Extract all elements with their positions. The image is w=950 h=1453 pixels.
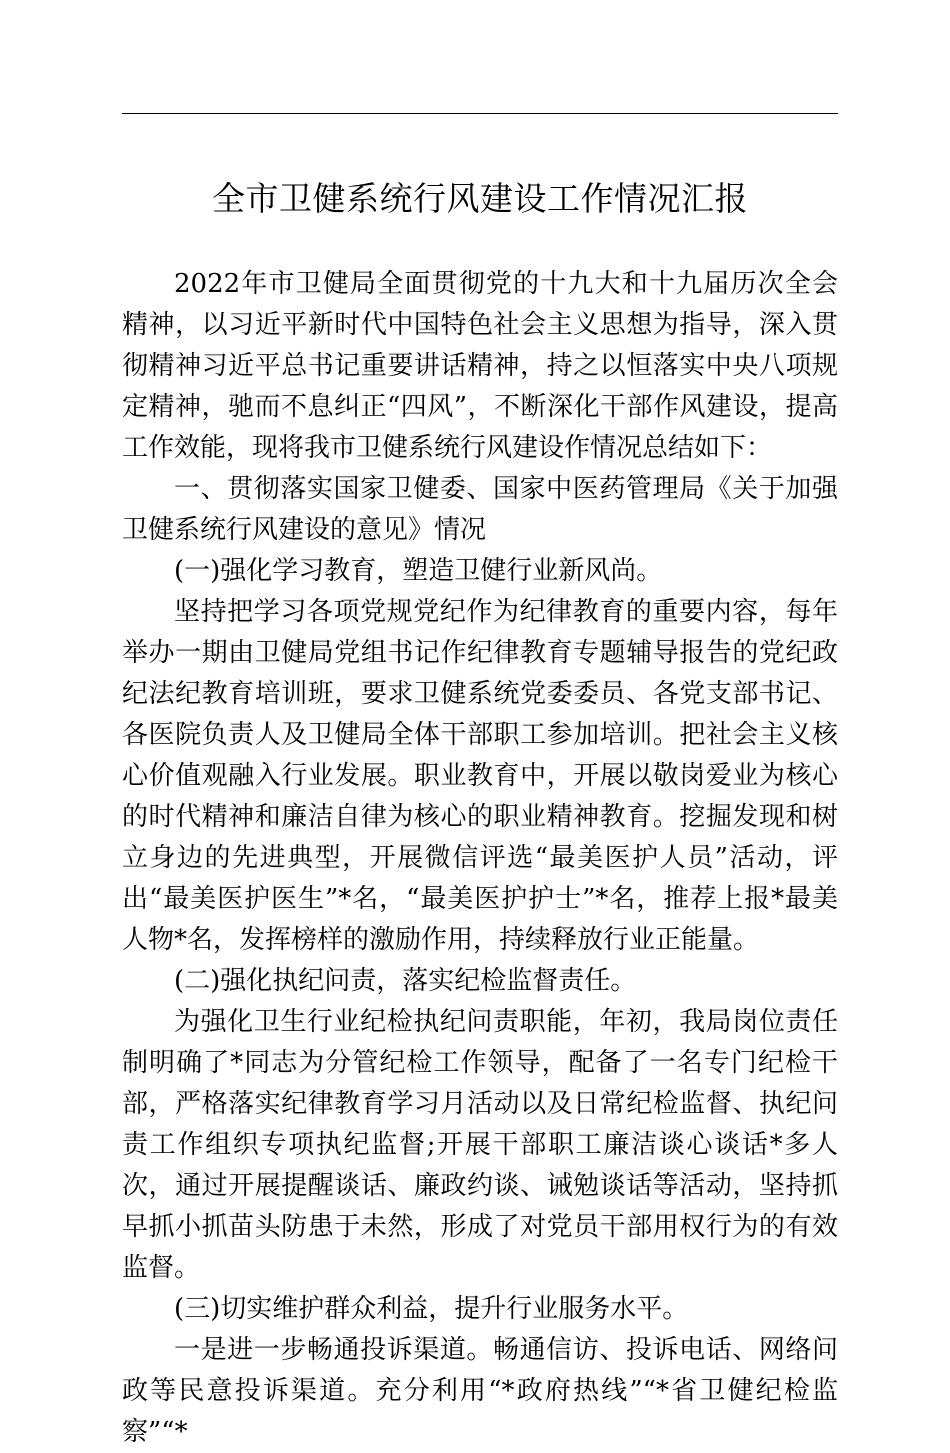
section-heading-1: 一、贯彻落实国家卫健委、国家中医药管理局《关于加强卫健系统行风建设的意见》情况 <box>122 474 838 545</box>
body-paragraph: 为强化卫生行业纪检执纪问责职能，年初，我局岗位责任制明确了*同志为分管纪检工作领导，配备了一名专门纪检干部，严格落实纪律教育学习月活动以及日常纪检监督、执纪问责工作组织专项执纪监督;开展干部职工廉洁谈心谈话*多人次，通过开展提醒谈话、廉政约谈、诫勉谈话等活动，坚持抓早抓小抓苗头防患于未然，形成了对党员干部用权行为的有效监督。 <box>122 1007 838 1283</box>
document-title: 全市卫健系统行风建设工作情况汇报 <box>212 179 748 218</box>
document-body <box>122 264 838 1453</box>
intro-paragraph: 2022年市卫健局全面贯彻党的十九大和十九届历次全会精神，以习近平新时代中国特色社会主义思想为指导，深入贯彻精神习近平总书记重要讲话精神，持之以恒落实中央八项规定精神，驰而不息纠正“四风”，不断深化干部作风建设，提高工作效能，现将我市卫健系统行风建设作情况总结如下： <box>122 269 838 463</box>
subsection-heading-2: (二)强化执纪问责，落实纪检监督责任。 <box>174 966 637 996</box>
body-paragraph: 坚持把学习各项党规党纪作为纪律教育的重要内容，每年举办一期由卫健局党组书记作纪律教育专题辅导报告的党纪政纪法纪教育培训班，要求卫健系统党委委员、各党支部书记、各医院负责人及卫健局全体干部职工参加培训。把社会主义核心价值观融入行业发展。职业教育中，开展以敬岗爱业为核心的时代精神和廉洁自律为核心的职业精神教育。挖掘发现和树立身边的先进典型，开展微信评选“最美医护人员”活动，评出“最美医护医生”*名，“最美医护护士”*名，推荐上报*最美人物*名，发挥榜样的激励作用，持续释放行业正能量。 <box>122 597 838 955</box>
subsection-heading-1: (一)强化学习教育，塑造卫健行业新风尚。 <box>174 556 663 586</box>
subsection-heading-3: (三)切实维护群众利益，提升行业服务水平。 <box>174 1294 689 1324</box>
header-rule <box>122 113 838 114</box>
body-paragraph: 一是进一步畅通投诉渠道。畅通信访、投诉电话、网络问政等民意投诉渠道。充分利用“*政府热线”“*省卫健纪检监察”“* <box>122 1335 838 1447</box>
